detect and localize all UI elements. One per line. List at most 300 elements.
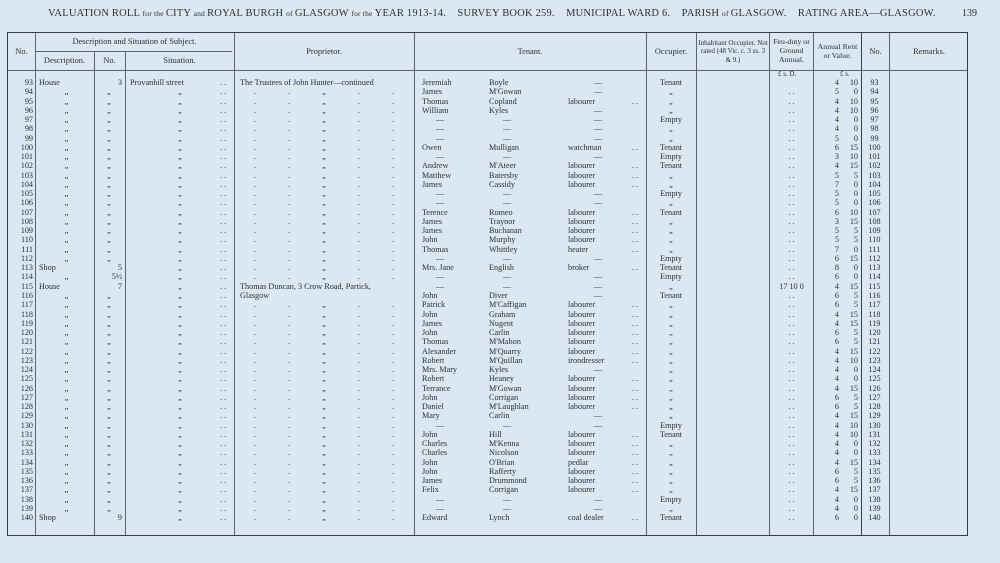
situation: „	[178, 235, 182, 245]
rent-pounds: 4	[834, 78, 839, 87]
leader-dots: . .	[632, 142, 639, 152]
house-number: „	[107, 300, 111, 310]
rent-pounds: 4	[834, 318, 839, 328]
rent-shillings: 15	[849, 485, 858, 495]
rent-pounds: 5	[834, 226, 839, 236]
tenant-occupation: labourer	[568, 346, 596, 356]
occupier: „	[669, 355, 673, 365]
rent-shillings: 15	[849, 346, 858, 356]
header-no-right: No.	[869, 46, 882, 56]
row-number: 98	[24, 124, 33, 134]
feu-duty: . .	[788, 216, 795, 226]
description: „	[64, 96, 69, 106]
house-number: 9	[117, 513, 122, 523]
tenant-first-name: Patrick	[422, 300, 446, 310]
situation: „	[178, 402, 182, 412]
rent-shillings: 5	[853, 476, 858, 486]
rent-shillings: 0	[853, 189, 858, 199]
occupier: Empty	[660, 253, 682, 263]
house-number: „	[107, 466, 111, 476]
house-number: „	[107, 198, 111, 208]
row-number: 121	[20, 337, 33, 347]
leader-dots: . .	[220, 87, 227, 97]
rent-shillings: 15	[849, 161, 858, 171]
rent-pounds: 4	[834, 383, 839, 393]
tenant-occupation: labourer	[568, 318, 596, 328]
feu-duty: . .	[788, 392, 795, 402]
header-occupier: Occupier.	[654, 46, 688, 56]
leader-dots: . .	[632, 170, 639, 180]
tenant-surname: Carlin	[489, 411, 510, 421]
description: House	[39, 281, 60, 291]
tenant-surname: Lynch	[489, 513, 510, 523]
proprietor: . . „ . .	[253, 198, 394, 208]
tenant-occupation: —	[593, 152, 603, 162]
proprietor: . . „ . .	[253, 235, 394, 245]
header-number: No.	[103, 55, 116, 65]
row-number-right: 129	[868, 411, 881, 421]
leader-dots: . .	[632, 309, 639, 319]
description: „	[64, 189, 69, 199]
feu-duty: . .	[788, 346, 795, 356]
proprietor: . . „ . .	[253, 402, 394, 412]
proprietor: . . „ . .	[253, 476, 394, 486]
rent-pounds: 4	[834, 281, 839, 291]
tenant-occupation: labourer	[568, 328, 596, 338]
tenant-first-name: James	[422, 216, 443, 226]
rent-shillings: 15	[849, 318, 858, 328]
feu-duty: . .	[788, 226, 795, 236]
proprietor: . . „ . .	[253, 189, 394, 199]
table-row	[8, 282, 969, 291]
situation: „	[178, 328, 182, 338]
leader-dots: . .	[632, 374, 639, 384]
title-part: SURVEY BOOK 259.	[457, 8, 558, 19]
tenant-occupation: —	[593, 365, 603, 375]
description: „	[64, 207, 69, 217]
title-part: for the	[351, 9, 375, 18]
rent-shillings: 5	[853, 328, 858, 338]
tenant-occupation: labourer	[568, 226, 596, 236]
leader-dots: . .	[220, 392, 227, 402]
tenant-surname: M'Quarry	[489, 346, 521, 356]
leader-dots: . .	[632, 244, 639, 254]
row-number-right: 135	[868, 466, 881, 476]
situation: „	[178, 374, 182, 384]
description: „	[64, 365, 69, 375]
row-number: 123	[20, 355, 33, 365]
tenant-surname: —	[503, 272, 512, 282]
situation: „	[178, 476, 182, 486]
header-description-group: Description and Situation of Subject.	[72, 37, 197, 47]
row-number-right: 119	[868, 318, 881, 328]
description: Shop	[39, 513, 56, 523]
rent-pounds: 4	[834, 448, 839, 458]
table-row	[8, 300, 969, 309]
situation: „	[178, 318, 182, 328]
description: „	[64, 485, 69, 495]
rent-shillings: 10	[849, 152, 858, 162]
table-row	[8, 263, 969, 272]
situation: „	[178, 346, 182, 356]
tenant-occupation: —	[593, 105, 603, 115]
title-part: CITY	[165, 8, 194, 19]
leader-dots: . .	[220, 429, 227, 439]
occupier: „	[669, 124, 673, 134]
occupier: Tenant	[659, 429, 683, 439]
leader-dots: . .	[220, 115, 227, 125]
header-tenant: Tenant.	[517, 46, 543, 56]
tenant-surname: —	[503, 133, 512, 143]
leader-dots: . .	[220, 494, 227, 504]
table-row	[8, 513, 969, 522]
tenant-first-name: Alexander	[422, 346, 457, 356]
leader-dots: . .	[632, 226, 639, 236]
table-row	[8, 115, 969, 124]
tenant-first-name: John	[422, 328, 438, 338]
feu-duty: . .	[788, 207, 795, 217]
table-row	[8, 245, 969, 254]
situation: „	[178, 189, 182, 199]
row-number-right: 95	[870, 96, 879, 106]
description: „	[64, 105, 69, 115]
row-number-right: 121	[868, 337, 881, 347]
leader-dots: . .	[220, 244, 227, 254]
tenant-surname: Murphy	[489, 235, 516, 245]
table-row	[8, 189, 969, 198]
house-number: „	[107, 328, 111, 338]
occupier: „	[669, 503, 673, 513]
tenant-first-name: Terence	[422, 207, 448, 217]
situation: „	[178, 290, 182, 300]
situation: „	[178, 355, 182, 365]
leader-dots: . .	[632, 161, 639, 171]
row-number: 120	[20, 328, 33, 338]
tenant-surname: Whittley	[489, 244, 518, 254]
tenant-first-name: Charles	[422, 448, 448, 458]
description: „	[64, 402, 69, 412]
tenant-surname: M'Ateer	[489, 161, 516, 171]
description: „	[64, 439, 69, 449]
rent-shillings: 10	[849, 78, 858, 87]
rent-pounds: 3	[834, 152, 839, 162]
proprietor: . . „ . .	[253, 346, 394, 356]
row-number: 97	[24, 115, 33, 125]
house-number: 5½	[111, 272, 122, 282]
rent-pounds: 6	[834, 476, 839, 486]
leader-dots: . .	[220, 96, 227, 106]
row-number-right: 102	[868, 161, 881, 171]
occupier: „	[669, 281, 673, 291]
proprietor: . . „ . .	[253, 392, 394, 402]
table-row	[8, 337, 969, 346]
description: „	[64, 244, 69, 254]
tenant-surname: —	[503, 189, 512, 199]
description: „	[64, 253, 69, 263]
row-number-right: 108	[868, 216, 881, 226]
tenant-occupation: labourer	[568, 374, 596, 384]
tenant-occupation: —	[593, 87, 603, 97]
proprietor: . . „ . .	[253, 337, 394, 347]
tenant-occupation: labourer	[568, 235, 596, 245]
tenant-surname: Nugent	[489, 318, 514, 328]
tenant-surname: M'Mahon	[489, 337, 521, 347]
house-number: „	[107, 355, 111, 365]
tenant-surname: —	[503, 494, 512, 504]
rent-shillings: 15	[849, 309, 858, 319]
tenant-first-name: —	[436, 133, 445, 143]
leader-dots: . .	[220, 78, 227, 87]
title-part: GLASGOW.	[730, 8, 790, 19]
table-row	[8, 430, 969, 439]
house-number: „	[107, 226, 111, 236]
proprietor: . . „ . .	[253, 133, 394, 143]
proprietor: . . „ . .	[253, 253, 394, 263]
description: „	[64, 170, 69, 180]
tenant-occupation: labourer	[568, 448, 596, 458]
situation: „	[178, 161, 182, 171]
leader-dots: . .	[632, 179, 639, 189]
proprietor: . . „ . .	[253, 503, 394, 513]
occupier: Empty	[660, 494, 682, 504]
occupier: Tenant	[659, 207, 683, 217]
situation: „	[178, 244, 182, 254]
feu-duty: . .	[788, 263, 795, 273]
table-row	[8, 411, 969, 420]
tenant-first-name: Thomas	[422, 244, 449, 254]
proprietor: . . „ . .	[253, 383, 394, 393]
row-number: 129	[20, 411, 33, 421]
occupier: „	[669, 337, 673, 347]
tenant-first-name: Mary	[422, 411, 440, 421]
occupier: Empty	[660, 152, 682, 162]
tenant-surname: —	[503, 115, 512, 125]
tenant-first-name: Daniel	[422, 402, 444, 412]
rent-pounds: 5	[834, 170, 839, 180]
house-number: „	[107, 105, 111, 115]
row-number: 96	[24, 105, 33, 115]
row-number: 105	[20, 189, 33, 199]
tenant-first-name: James	[422, 87, 443, 97]
row-number-right: 140	[868, 513, 881, 523]
table-row	[8, 180, 969, 189]
house-number: 7	[117, 281, 122, 291]
feu-duty: . .	[788, 253, 795, 263]
rent-shillings: 5	[853, 402, 858, 412]
rent-shillings: 10	[849, 105, 858, 115]
house-number: „	[107, 494, 111, 504]
tenant-surname: O'Brian	[489, 457, 515, 467]
house-number: „	[107, 142, 111, 152]
rent-pounds: 4	[834, 365, 839, 375]
tenant-occupation: labourer	[568, 96, 596, 106]
occupier: Empty	[660, 115, 682, 125]
row-number-right: 93	[870, 78, 879, 87]
tenant-occupation: —	[593, 411, 603, 421]
title-part: YEAR 1913-14.	[374, 8, 449, 19]
rent-shillings: 0	[853, 272, 858, 282]
tenant-surname: Mulligan	[489, 142, 520, 152]
tenant-occupation: —	[593, 281, 603, 291]
tenant-surname: M'Gowan	[489, 87, 522, 97]
row-number: 117	[21, 300, 33, 310]
rent-pounds: 6	[834, 392, 839, 402]
table-row	[8, 374, 969, 383]
rent-pounds: 6	[834, 207, 839, 217]
feu-duty: . .	[788, 365, 795, 375]
tenant-first-name: John	[422, 429, 438, 439]
tenant-surname: Kyles	[489, 365, 509, 375]
description: „	[64, 494, 69, 504]
row-number: 111	[21, 244, 33, 254]
proprietor: . . „ . .	[253, 142, 394, 152]
tenant-occupation: labourer	[568, 466, 596, 476]
rent-shillings: 10	[849, 96, 858, 106]
occupier: „	[669, 105, 673, 115]
proprietor: . . „ . .	[253, 318, 394, 328]
feu-duty: . .	[788, 494, 795, 504]
tenant-first-name: —	[436, 115, 445, 125]
leader-dots: . .	[220, 152, 227, 162]
rent-pounds: 4	[834, 503, 839, 513]
tenant-surname: Drummond	[489, 476, 527, 486]
tenant-surname: M'Gowan	[489, 383, 522, 393]
rent-shillings: 0	[853, 179, 858, 189]
rent-shillings: 0	[853, 198, 858, 208]
table-row	[8, 217, 969, 226]
table-row	[8, 161, 969, 170]
tenant-occupation: labourer	[568, 383, 596, 393]
rent-pounds: 7	[834, 244, 839, 254]
rent-shillings: 0	[853, 439, 858, 449]
rent-shillings: 15	[849, 457, 858, 467]
description: „	[64, 198, 69, 208]
tenant-first-name: James	[422, 226, 443, 236]
table-row	[8, 78, 969, 87]
leader-dots: . .	[632, 328, 639, 338]
row-number-right: 131	[868, 429, 881, 439]
table-row	[8, 402, 969, 411]
occupier: Tenant	[659, 78, 683, 87]
rent-shillings: 5	[853, 226, 858, 236]
rent-shillings: 15	[849, 142, 858, 152]
leader-dots: . .	[220, 466, 227, 476]
rent-shillings: 0	[853, 263, 858, 273]
row-number: 134	[20, 457, 33, 467]
row-number-right: 94	[870, 87, 879, 97]
occupier: „	[669, 457, 673, 467]
rent-pounds: 4	[834, 105, 839, 115]
row-number-right: 97	[870, 115, 879, 125]
tenant-occupation: irondresser	[568, 355, 605, 365]
table-row	[8, 272, 969, 281]
occupier: „	[669, 411, 673, 421]
table-row	[8, 134, 969, 143]
row-number-right: 115	[868, 281, 881, 291]
situation: „	[178, 263, 182, 273]
tenant-first-name: John	[422, 457, 438, 467]
rent-shillings: 0	[853, 448, 858, 458]
occupier: „	[669, 448, 673, 458]
proprietor: . . „ . .	[253, 216, 394, 226]
leader-dots: . .	[220, 300, 227, 310]
row-number: 140	[20, 513, 33, 523]
situation: „	[178, 226, 182, 236]
title-part: of	[286, 9, 295, 18]
row-number-right: 128	[868, 402, 881, 412]
title-part	[789, 8, 797, 19]
house-number: „	[107, 457, 111, 467]
proprietor: . . „ . .	[253, 179, 394, 189]
row-number: 137	[20, 485, 33, 495]
row-number: 104	[20, 179, 33, 189]
feu-duty: . .	[788, 235, 795, 245]
rent-pounds: 8	[834, 263, 839, 273]
page-number: 139	[962, 8, 977, 19]
house-number: „	[107, 179, 111, 189]
tenant-occupation: labourer	[568, 161, 596, 171]
valuation-table	[7, 32, 968, 536]
occupier: „	[669, 300, 673, 310]
tenant-surname: M'Caffigan	[489, 300, 527, 310]
proprietor: . . „ . .	[253, 115, 394, 125]
row-number: 116	[21, 290, 33, 300]
situation: „	[178, 513, 182, 523]
occupier: „	[669, 179, 673, 189]
house-number: „	[107, 87, 111, 97]
tenant-surname: —	[503, 503, 512, 513]
tenant-first-name: Andrew	[422, 161, 449, 171]
situation: „	[178, 503, 182, 513]
leader-dots: . .	[220, 485, 227, 495]
row-number-right: 138	[868, 494, 881, 504]
rent-shillings: 0	[853, 494, 858, 504]
tenant-occupation: labourer	[568, 392, 596, 402]
leader-dots: . .	[220, 503, 227, 513]
row-number: 100	[20, 142, 33, 152]
row-number-right: 125	[868, 374, 881, 384]
tenant-occupation: —	[593, 78, 603, 87]
row-number-right: 99	[870, 133, 879, 143]
tenant-surname: Copland	[489, 96, 517, 106]
row-number: 115	[21, 281, 33, 291]
occupier: Tenant	[659, 161, 683, 171]
rent-units: £ s.	[840, 70, 850, 78]
leader-dots: . .	[220, 253, 227, 263]
row-number: 99	[24, 133, 33, 143]
description: „	[64, 392, 69, 402]
header-no: No.	[15, 46, 28, 56]
description: „	[64, 346, 69, 356]
leader-dots: . .	[632, 346, 639, 356]
row-number-right: 139	[868, 503, 881, 513]
rent-pounds: 4	[834, 374, 839, 384]
tenant-occupation: —	[593, 420, 603, 430]
occupier: „	[669, 365, 673, 375]
row-number-right: 122	[868, 346, 881, 356]
row-number: 119	[21, 318, 33, 328]
tenant-first-name: Jeremiah	[422, 78, 452, 87]
row-number: 103	[20, 170, 33, 180]
feu-duty: . .	[788, 152, 795, 162]
proprietor: Thomas Duncan, 3 Crow Road, Partick,	[240, 281, 371, 291]
leader-dots: . .	[220, 346, 227, 356]
description: „	[64, 383, 69, 393]
title-part	[673, 8, 681, 19]
house-number: „	[107, 152, 111, 162]
tenant-surname: —	[503, 281, 512, 291]
feu-duty: . .	[788, 411, 795, 421]
